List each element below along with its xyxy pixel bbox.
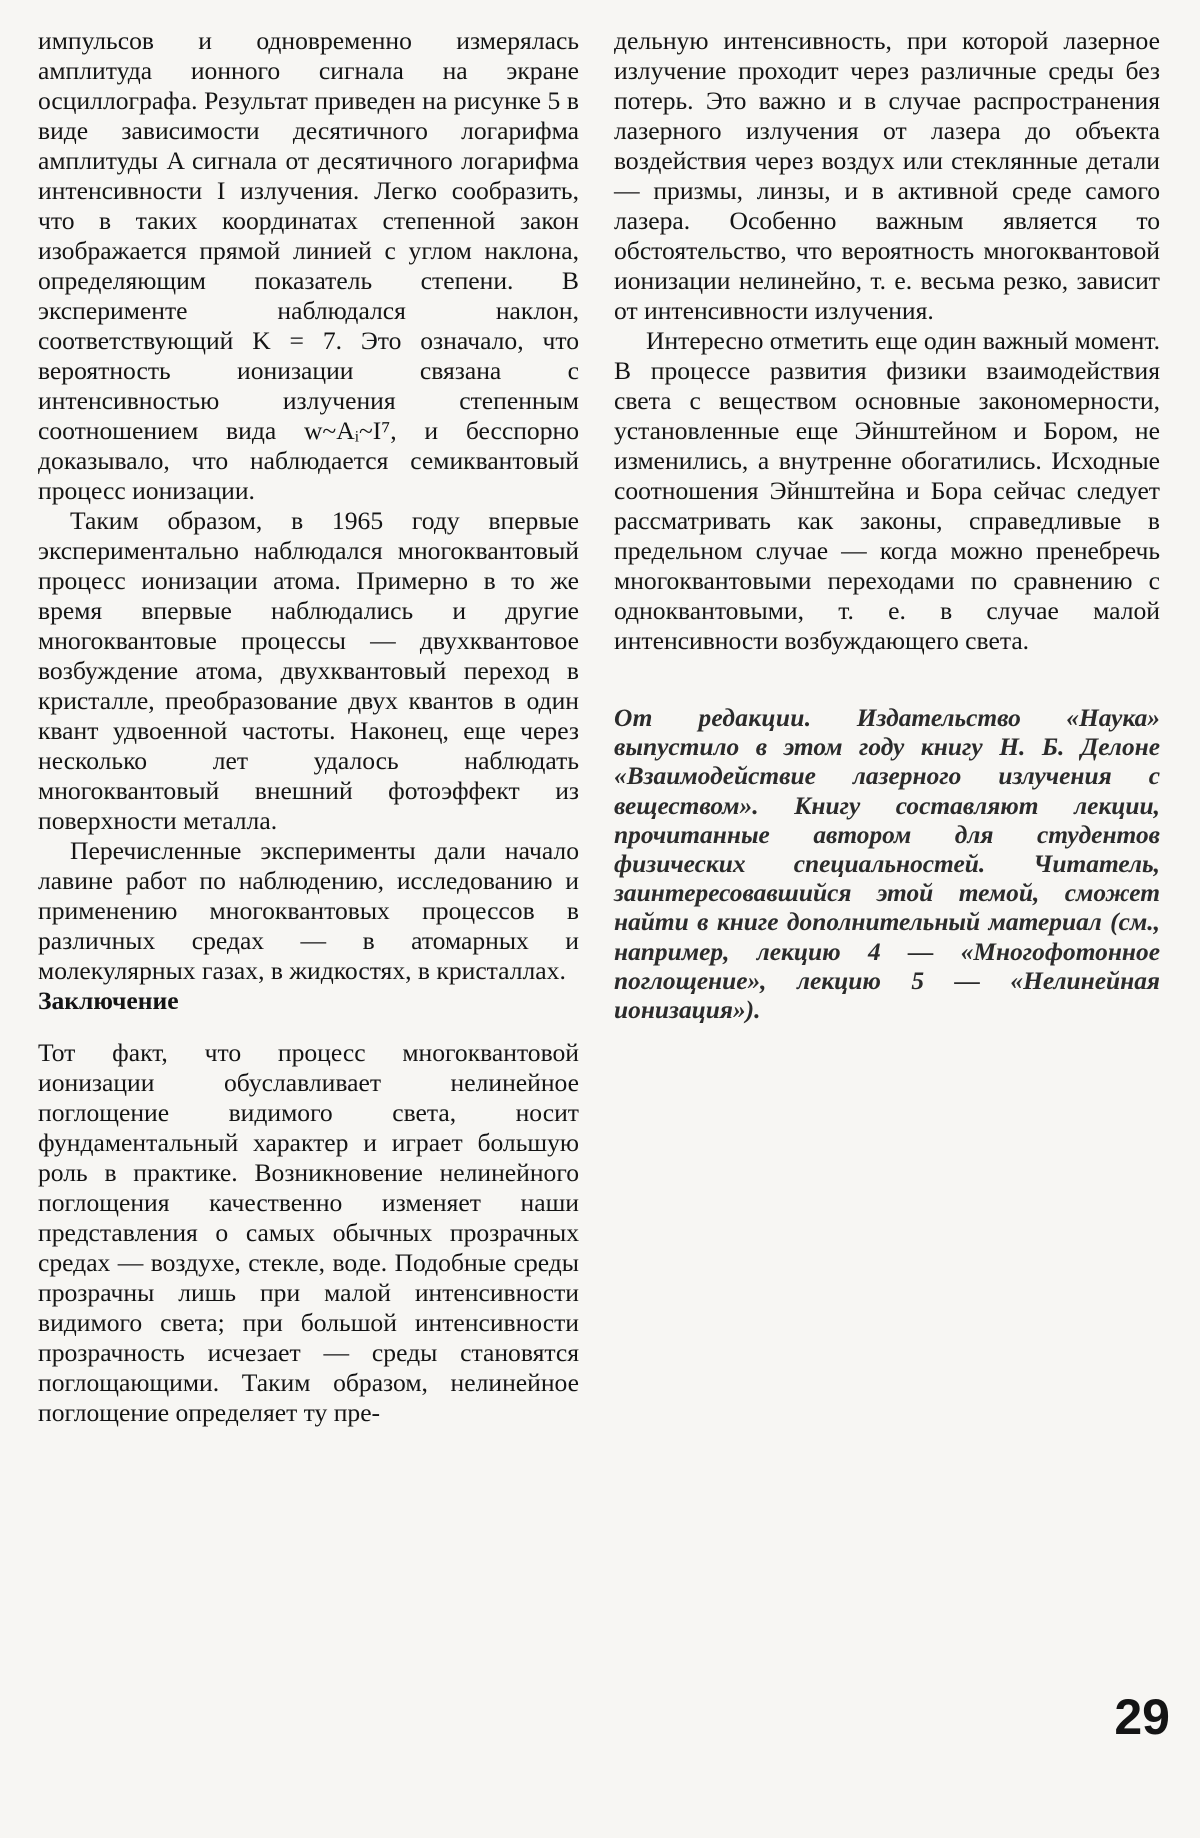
page-number: 29 xyxy=(1114,1689,1170,1745)
paragraph: Тот факт, что процесс многоквантовой ионизации обуславливает нелинейное поглощение видимого света, носит фундаментальный характер и играет большую роль в практике. Возникновение нелинейного поглощения качественно изменяет наши представления о самых обычных прозрачных средах — воздухе, стекле, воде. Подобные среды прозрачны лишь при малой интенсивности видимого света; при большой интенсивности прозрачность исчезает — среды становятся поглощающими. Таким образом, нелинейное поглощение определяет ту пре- xyxy=(38,1038,579,1427)
editorial-text: Издательство «Наука» выпустило в этом году книгу Н. Б. Делоне «Взаимодействие лазерного излучения с веществом». Книгу составляют лекции, прочитанные автором для студентов физических специальностей. Читатель, заинтересовавшийся этой темой, сможет найти в книге дополнительный материал (см., например, лекцию 4 — «Многофотонное поглощение», лекцию 5 — «Нелинейная ионизация»). xyxy=(614,704,1160,1025)
editorial-note xyxy=(614,704,1160,1025)
section-heading: Заключение xyxy=(38,986,179,1015)
paragraph-continued: дельную интенсивность, при которой лазерное излучение проходит через различные среды без потерь. Это важно и в случае распространения лазерного излучения от лазера до объекта воздействия через воздух или стеклянные детали — призмы, линзы, и в активной среде самого лазера. Особенно важным является то обстоятельство, что вероятность многоквантовой ионизации нелинейно, т. е. весьма резко, зависит от интенсивности излучения. xyxy=(614,26,1160,325)
paragraph: Перечисленные эксперименты дали начало лавине работ по наблюдению, исследованию и применению многоквантовых процессов в различных средах — в атомарных и молекулярных газах, в жидкостях, в кристаллах. xyxy=(38,836,579,985)
editorial-lead: От редакции. xyxy=(614,704,812,732)
right-column xyxy=(614,26,1160,1025)
paragraph: Таким образом, в 1965 году впервые экспериментально наблюдался многоквантовый процесс ионизации атома. Примерно в то же время впервые наблюдались и другие многоквантовые процессы — двухквантовое возбуждение атома, двухквантовый переход в кристалле, преобразование двух квантов в один квант удвоенной частоты. Наконец, еще через несколько лет удалось наблюдать многоквантовый внешний фотоэффект из поверхности металла. xyxy=(38,506,579,835)
spacer xyxy=(38,1016,579,1038)
paragraph-continued: импульсов и одновременно измерялась амплитуда ионного сигнала на экране осциллографа. Результат приведен на рисунке 5 в виде зависимости десятичного логарифма амплитуды A сигнала от десятичного логарифма интенсивности I излучения. Легко сообразить, что в таких координатах степенной закон изображается прямой линией с углом наклона, определяющим показатель степени. В эксперименте наблюдался наклон, соответствующий K = 7. Это означало, что вероятность ионизации связана с интенсивностью излучения степенным соотношением вида w~Aᵢ~I⁷, и бесспорно доказывало, что наблюдается семиквантовый процесс ионизации. xyxy=(38,26,579,505)
left-column xyxy=(38,26,579,1428)
paragraph: Интересно отметить еще один важный момент. В процессе развития физики взаимодействия света с веществом основные закономерности, установленные еще Эйнштейном и Бором, не изменились, а внутренне обогатились. Исходные соотношения Эйнштейна и Бора сейчас следует рассматривать как законы, справедливые в предельном случае — когда можно пренебречь многоквантовыми переходами по сравнению с одноквантовыми, т. е. в случае малой интенсивности возбуждающего света. xyxy=(614,326,1160,655)
